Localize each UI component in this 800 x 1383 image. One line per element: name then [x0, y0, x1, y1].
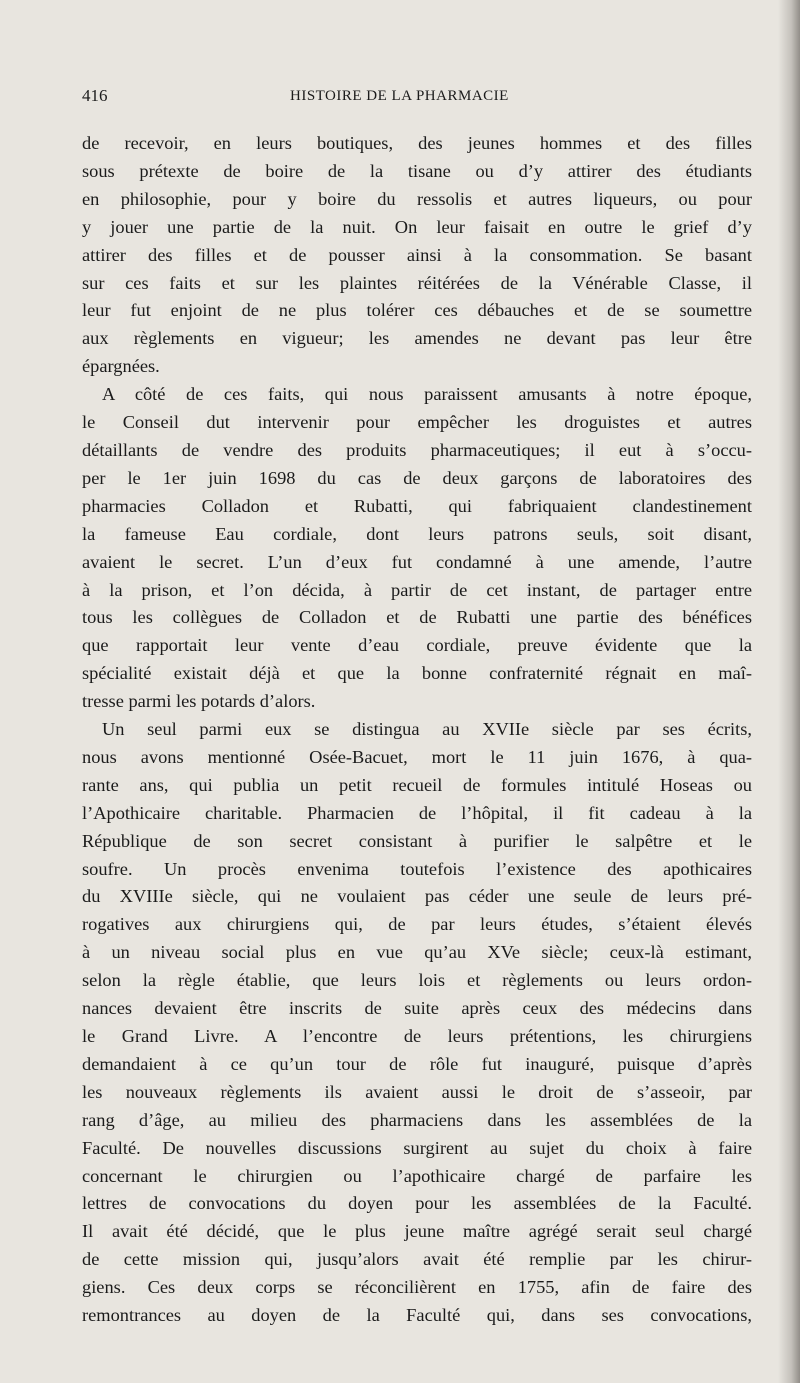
text-line: remontrances au doyen de la Faculté qui, dans ses convocations, [82, 1305, 752, 1326]
running-title: HISTOIRE DE LA PHARMACIE [290, 88, 509, 104]
text-line: selon la règle établie, que leurs lois et règlements ou leurs ordon- [82, 970, 752, 991]
text-line: lettres de convocations du doyen pour les assemblées de la Faculté. [82, 1193, 752, 1214]
text-line: spécialité existait déjà et que la bonne confraternité régnait en maî- [82, 663, 752, 684]
text-line: rante ans, qui publia un petit recueil de formules intitulé Hoseas ou [82, 774, 752, 795]
text-line: de cette mission qui, jusqu’alors avait été remplie par les chirur- [82, 1249, 752, 1270]
text-line: épargnées. [82, 356, 160, 377]
text-line: à la prison, et l’on décida, à partir de cet instant, de partager entre [82, 579, 752, 600]
text-line: Un seul parmi eux se distingua au XVIIe siècle par ses écrits, [102, 719, 752, 740]
text-line: la fameuse Eau cordiale, dont leurs patrons seuls, soit disant, [82, 523, 752, 544]
text-line: A côté de ces faits, qui nous paraissent amusants à notre époque, [102, 384, 752, 405]
text-line: avaient le secret. L’un d’eux fut condamné à une amende, l’autre [82, 551, 752, 572]
text-line: du XVIIIe siècle, qui ne voulaient pas céder une seule de leurs pré- [82, 886, 752, 907]
text-line: tresse parmi les potards d’alors. [82, 691, 316, 712]
text-line: à un niveau social plus en vue qu’au XVe siècle; ceux-là estimant, [82, 942, 752, 963]
text-line: le Grand Livre. A l’encontre de leurs prétentions, les chirurgiens [82, 1026, 752, 1046]
text-line: nous avons mentionné Osée-Bacuet, mort le 11 juin 1676, à qua- [82, 746, 752, 767]
text-line: giens. Ces deux corps se réconcilièrent en 1755, afin de faire des [82, 1277, 752, 1298]
text-line: soufre. Un procès envenima toutefois l’existence des apothicaires [82, 858, 752, 879]
text-line: le Conseil dut intervenir pour empêcher les droguistes et autres [82, 412, 752, 433]
text-line: leur fut enjoint de ne plus tolérer ces débauches et de se soumettre [82, 300, 752, 321]
text-line: l’Apothicaire charitable. Pharmacien de l’hôpital, il fit cadeau à la [82, 802, 752, 823]
text-line: y jouer une partie de la nuit. On leur faisait en outre le grief d’y [82, 216, 752, 237]
text-line: les nouveaux règlements ils avaient aussi le droit de s’asseoir, par [82, 1081, 752, 1102]
text-line: tous les collègues de Colladon et de Rubatti une partie des bénéfices [82, 607, 752, 628]
body-text [82, 130, 752, 1330]
text-line: aux règlements en vigueur; les amendes ne devant pas leur être [82, 328, 752, 349]
text-line: concernant le chirurgien ou l’apothicaire chargé de parfaire les [82, 1165, 752, 1186]
page-edge-shadow [778, 0, 800, 1383]
text-line: Faculté. De nouvelles discussions surgirent au sujet du choix à faire [82, 1137, 752, 1158]
page-header [82, 86, 752, 110]
text-line: rogatives aux chirurgiens qui, de par leurs études, s’étaient élevés [82, 914, 752, 935]
text-line: sous prétexte de boire de la tisane ou d’y attirer des étudiants [82, 160, 752, 181]
page-number: 416 [82, 86, 108, 105]
text-line: sur ces faits et sur les plaintes réitérées de la Vénérable Classe, il [82, 272, 752, 293]
text-line: détaillants de vendre des produits pharmaceutiques; il eut à s’occu- [82, 439, 752, 460]
text-line: demandaient à ce qu’un tour de rôle fut inauguré, puisque d’après [82, 1053, 752, 1074]
text-line: pharmacies Colladon et Rubatti, qui fabriquaient clandestinement [82, 495, 752, 516]
text-line: rang d’âge, au milieu des pharmaciens dans les assemblées de la [82, 1109, 752, 1130]
text-line: République de son secret consistant à purifier le salpêtre et le [82, 830, 752, 851]
text-line: que rapportait leur vente d’eau cordiale, preuve évidente que la [82, 635, 752, 656]
text-line: de recevoir, en leurs boutiques, des jeunes hommes et des filles [82, 133, 752, 153]
text-line: Il avait été décidé, que le plus jeune maître agrégé serait seul chargé [82, 1221, 752, 1242]
text-line: en philosophie, pour y boire du ressolis et autres liqueurs, ou pour [82, 188, 752, 209]
text-line: nances devaient être inscrits de suite après ceux des médecins dans [82, 998, 752, 1019]
text-line: attirer des filles et de pousser ainsi à la consommation. Se basant [82, 244, 752, 265]
text-line: per le 1er juin 1698 du cas de deux garçons de laboratoires des [82, 467, 752, 488]
